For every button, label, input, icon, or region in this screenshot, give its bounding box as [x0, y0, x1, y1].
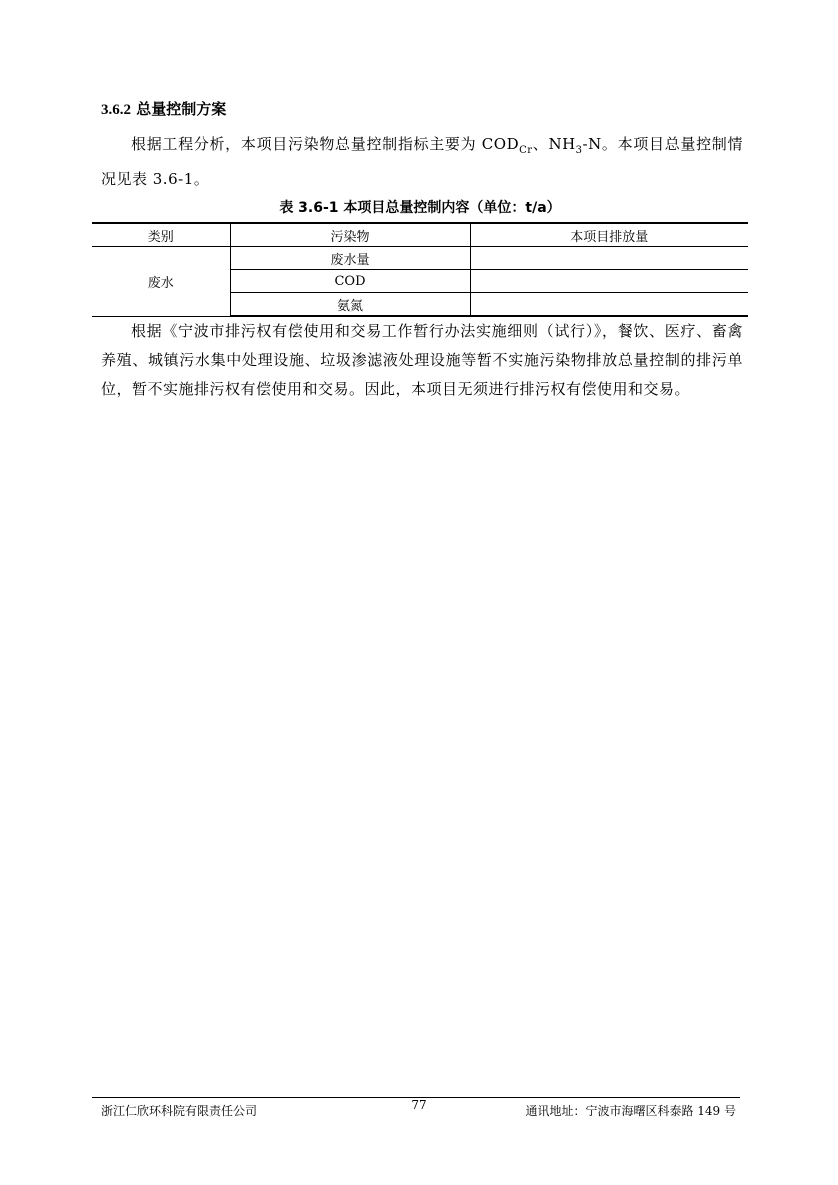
paragraph-intro-text: 根据工程分析，本项目污染物总量控制指标主要为 COD: [131, 135, 520, 153]
paragraph-regulation: 根据《宁波市排污权有偿使用和交易工作暂行办法实施细则（试行）》，餐饮、医疗、畜禽养殖、城镇污水集中处理设施、垃圾渗滤液处理设施等暂不实施污染物排放总量控制的排污单位，暂不实施排污权有偿使用和交易。因此，本项目无须进行排污权有偿使用和交易。: [101, 322, 743, 398]
emission-cell: [470, 270, 748, 293]
pollutant-cell: 废水量: [230, 247, 470, 270]
nh3-subscript: 3: [575, 145, 583, 156]
emission-cell: [470, 293, 748, 317]
section-number: 3.6.2: [101, 102, 131, 118]
paragraph-intro-tail: -N。本项目总量控制情况见表 3.6-1。: [101, 135, 743, 188]
footer-company: 浙江仁欣环科院有限责任公司: [101, 1104, 258, 1118]
table-header-row: [92, 223, 748, 247]
paragraph-intro-nh: 、NH: [532, 135, 576, 153]
paragraph-intro: [101, 130, 743, 194]
emission-cell: [470, 247, 748, 270]
footer-address: 通讯地址：宁波市海曙区科泰路 149 号: [525, 1104, 736, 1118]
table-row: [92, 247, 748, 270]
total-control-table: [92, 222, 748, 317]
section-heading: [101, 98, 226, 121]
pollutant-cell: COD: [230, 270, 470, 293]
header-category: 类别: [92, 223, 230, 247]
cod-subscript: Cr: [519, 145, 533, 156]
pollutant-cell: 氨氮: [230, 293, 470, 317]
section-title: 总量控制方案: [136, 100, 227, 118]
page-number: 77: [411, 1098, 427, 1112]
category-cell: 废水: [92, 247, 230, 317]
header-pollutant: 污染物: [230, 223, 470, 247]
table-caption: 表 3.6-1 本项目总量控制内容（单位：t/a）: [279, 200, 561, 216]
header-emission: 本项目排放量: [470, 223, 748, 247]
